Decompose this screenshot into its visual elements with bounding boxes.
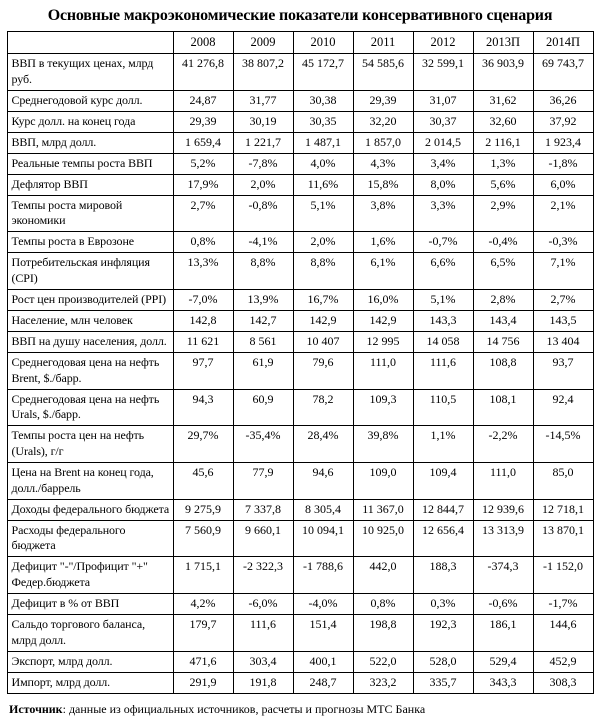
- table-row: [7, 426, 593, 463]
- value-cell: 335,7: [413, 672, 473, 693]
- value-cell: 12 844,7: [413, 499, 473, 520]
- value-cell: 8,8%: [293, 253, 353, 290]
- value-cell: 0,8%: [353, 593, 413, 614]
- value-cell: 1,1%: [413, 426, 473, 463]
- value-cell: 13,9%: [233, 289, 293, 310]
- value-cell: 16,0%: [353, 289, 413, 310]
- value-cell: 109,3: [353, 389, 413, 426]
- table-row: [7, 132, 593, 153]
- value-cell: 41 276,8: [173, 54, 233, 91]
- value-cell: 1 857,0: [353, 132, 413, 153]
- value-cell: 85,0: [533, 462, 593, 499]
- value-cell: 45,6: [173, 462, 233, 499]
- value-cell: 13 404: [533, 331, 593, 352]
- value-cell: 29,7%: [173, 426, 233, 463]
- value-cell: 5,1%: [293, 195, 353, 232]
- value-cell: 5,1%: [413, 289, 473, 310]
- source-label: Источник: [9, 701, 63, 716]
- value-cell: 4,2%: [173, 593, 233, 614]
- value-cell: 31,77: [233, 90, 293, 111]
- value-cell: 529,4: [473, 651, 533, 672]
- value-cell: 8,8%: [233, 253, 293, 290]
- value-cell: -7,0%: [173, 289, 233, 310]
- value-cell: 0,8%: [173, 232, 233, 253]
- value-cell: 143,5: [533, 310, 593, 331]
- row-label-cell: Импорт, млрд долл.: [7, 672, 173, 693]
- value-cell: 291,9: [173, 672, 233, 693]
- value-cell: 24,87: [173, 90, 233, 111]
- value-cell: 1 715,1: [173, 557, 233, 594]
- value-cell: 60,9: [233, 389, 293, 426]
- table-row: [7, 557, 593, 594]
- value-cell: -0,6%: [473, 593, 533, 614]
- table-row: [7, 331, 593, 352]
- value-cell: 29,39: [353, 90, 413, 111]
- value-cell: 94,3: [173, 389, 233, 426]
- row-label-cell: Сальдо торгового баланса, млрд долл.: [7, 614, 173, 651]
- value-cell: 17,9%: [173, 174, 233, 195]
- value-cell: 2,7%: [533, 289, 593, 310]
- value-cell: 108,8: [473, 352, 533, 389]
- value-cell: 6,6%: [413, 253, 473, 290]
- value-cell: 28,4%: [293, 426, 353, 463]
- value-cell: 12 656,4: [413, 520, 473, 557]
- value-cell: 2,0%: [293, 232, 353, 253]
- value-cell: 30,37: [413, 111, 473, 132]
- value-cell: 191,8: [233, 672, 293, 693]
- report-page: [0, 7, 600, 717]
- value-cell: -2,2%: [473, 426, 533, 463]
- value-cell: 1 659,4: [173, 132, 233, 153]
- value-cell: 111,0: [473, 462, 533, 499]
- row-label-cell: Население, млн человек: [7, 310, 173, 331]
- value-cell: 2,7%: [173, 195, 233, 232]
- table-row: [7, 593, 593, 614]
- macro-indicators-table: [7, 31, 594, 694]
- value-cell: 1,3%: [473, 153, 533, 174]
- value-cell: 2 116,1: [473, 132, 533, 153]
- value-cell: 13,3%: [173, 253, 233, 290]
- value-cell: 13 870,1: [533, 520, 593, 557]
- value-cell: 110,5: [413, 389, 473, 426]
- value-cell: 36,26: [533, 90, 593, 111]
- value-cell: 93,7: [533, 352, 593, 389]
- row-label-cell: Темпы роста в Еврозоне: [7, 232, 173, 253]
- value-cell: 522,0: [353, 651, 413, 672]
- value-cell: 6,1%: [353, 253, 413, 290]
- value-cell: 7,1%: [533, 253, 593, 290]
- value-cell: 94,6: [293, 462, 353, 499]
- value-cell: 400,1: [293, 651, 353, 672]
- table-row: [7, 90, 593, 111]
- row-label-cell: Потребительская инфляция (CPI): [7, 253, 173, 290]
- value-cell: 2,9%: [473, 195, 533, 232]
- value-cell: 32,60: [473, 111, 533, 132]
- value-cell: 2 014,5: [413, 132, 473, 153]
- value-cell: 78,2: [293, 389, 353, 426]
- table-row: [7, 499, 593, 520]
- value-cell: -4,0%: [293, 593, 353, 614]
- value-cell: 192,3: [413, 614, 473, 651]
- value-cell: 111,6: [413, 352, 473, 389]
- value-cell: 2,8%: [473, 289, 533, 310]
- value-cell: -14,5%: [533, 426, 593, 463]
- row-label-cell: Экспорт, млрд долл.: [7, 651, 173, 672]
- value-cell: -0,4%: [473, 232, 533, 253]
- value-cell: -4,1%: [233, 232, 293, 253]
- value-cell: 45 172,7: [293, 54, 353, 91]
- row-label-cell: Расходы федерального бюджета: [7, 520, 173, 557]
- value-cell: -374,3: [473, 557, 533, 594]
- value-cell: 111,0: [353, 352, 413, 389]
- value-cell: -1 788,6: [293, 557, 353, 594]
- table-row: [7, 153, 593, 174]
- value-cell: 10 407: [293, 331, 353, 352]
- value-cell: 32,20: [353, 111, 413, 132]
- value-cell: 308,3: [533, 672, 593, 693]
- value-cell: -1 152,0: [533, 557, 593, 594]
- value-cell: 61,9: [233, 352, 293, 389]
- value-cell: 188,3: [413, 557, 473, 594]
- value-cell: 30,19: [233, 111, 293, 132]
- table-row: [7, 195, 593, 232]
- row-label-cell: Среднегодовая цена на нефть Brent, $./барр.: [7, 352, 173, 389]
- page-title: Основные макроэкономические показатели консервативного сценария: [47, 7, 553, 24]
- row-label-cell: Среднегодовая цена на нефть Urals, $./барр.: [7, 389, 173, 426]
- value-cell: 108,1: [473, 389, 533, 426]
- value-cell: -6,0%: [233, 593, 293, 614]
- value-cell: 54 585,6: [353, 54, 413, 91]
- value-cell: 16,7%: [293, 289, 353, 310]
- value-cell: 29,39: [173, 111, 233, 132]
- value-cell: 32 599,1: [413, 54, 473, 91]
- value-cell: 97,7: [173, 352, 233, 389]
- table-row: [7, 352, 593, 389]
- table-row: [7, 310, 593, 331]
- table-row: [7, 672, 593, 693]
- table-row: [7, 253, 593, 290]
- value-cell: 14 058: [413, 331, 473, 352]
- value-cell: 30,38: [293, 90, 353, 111]
- value-cell: 11 621: [173, 331, 233, 352]
- value-cell: 248,7: [293, 672, 353, 693]
- value-cell: 3,4%: [413, 153, 473, 174]
- row-label-cell: Дефицит в % от ВВП: [7, 593, 173, 614]
- value-cell: 3,3%: [413, 195, 473, 232]
- row-label-cell: Темпы роста мировой экономики: [7, 195, 173, 232]
- table-row: [7, 389, 593, 426]
- value-cell: 3,8%: [353, 195, 413, 232]
- year-header-cell: 2012: [413, 32, 473, 54]
- table-row: [7, 174, 593, 195]
- value-cell: 198,8: [353, 614, 413, 651]
- value-cell: 142,9: [353, 310, 413, 331]
- value-cell: 7 560,9: [173, 520, 233, 557]
- value-cell: 109,4: [413, 462, 473, 499]
- corner-cell: [7, 32, 173, 54]
- value-cell: 12 718,1: [533, 499, 593, 520]
- value-cell: 31,07: [413, 90, 473, 111]
- value-cell: 303,4: [233, 651, 293, 672]
- value-cell: 5,2%: [173, 153, 233, 174]
- value-cell: 11 367,0: [353, 499, 413, 520]
- value-cell: 12 995: [353, 331, 413, 352]
- table-row: [7, 111, 593, 132]
- value-cell: 9 275,9: [173, 499, 233, 520]
- value-cell: 1,6%: [353, 232, 413, 253]
- value-cell: 8 305,4: [293, 499, 353, 520]
- year-header-cell: 2008: [173, 32, 233, 54]
- source-text: : данные из официальных источников, расчеты и прогнозы МТС Банка: [62, 701, 426, 716]
- value-cell: 31,62: [473, 90, 533, 111]
- table-row: [7, 462, 593, 499]
- value-cell: 9 660,1: [233, 520, 293, 557]
- value-cell: 10 925,0: [353, 520, 413, 557]
- value-cell: 186,1: [473, 614, 533, 651]
- table-body: [7, 54, 593, 694]
- table-row: [7, 614, 593, 651]
- value-cell: 0,3%: [413, 593, 473, 614]
- value-cell: 111,6: [233, 614, 293, 651]
- value-cell: 179,7: [173, 614, 233, 651]
- value-cell: 8 561: [233, 331, 293, 352]
- value-cell: 1 221,7: [233, 132, 293, 153]
- value-cell: 142,9: [293, 310, 353, 331]
- row-label-cell: Реальные темпы роста ВВП: [7, 153, 173, 174]
- value-cell: -7,8%: [233, 153, 293, 174]
- row-label-cell: ВВП в текущих ценах, млрд руб.: [7, 54, 173, 91]
- year-header-cell: 2009: [233, 32, 293, 54]
- value-cell: 452,9: [533, 651, 593, 672]
- value-cell: 15,8%: [353, 174, 413, 195]
- value-cell: 69 743,7: [533, 54, 593, 91]
- value-cell: 37,92: [533, 111, 593, 132]
- value-cell: 92,4: [533, 389, 593, 426]
- row-label-cell: ВВП, млрд долл.: [7, 132, 173, 153]
- value-cell: 14 756: [473, 331, 533, 352]
- value-cell: 343,3: [473, 672, 533, 693]
- value-cell: 142,8: [173, 310, 233, 331]
- value-cell: 471,6: [173, 651, 233, 672]
- value-cell: 79,6: [293, 352, 353, 389]
- value-cell: 30,35: [293, 111, 353, 132]
- row-label-cell: Темпы роста цен на нефть (Urals), г/г: [7, 426, 173, 463]
- value-cell: 144,6: [533, 614, 593, 651]
- table-row: [7, 289, 593, 310]
- row-label-cell: Доходы федерального бюджета: [7, 499, 173, 520]
- row-label-cell: ВВП на душу населения, долл.: [7, 331, 173, 352]
- value-cell: 10 094,1: [293, 520, 353, 557]
- value-cell: 77,9: [233, 462, 293, 499]
- value-cell: 151,4: [293, 614, 353, 651]
- value-cell: 4,3%: [353, 153, 413, 174]
- value-cell: 442,0: [353, 557, 413, 594]
- value-cell: 143,4: [473, 310, 533, 331]
- value-cell: 2,1%: [533, 195, 593, 232]
- row-label-cell: Курс долл. на конец года: [7, 111, 173, 132]
- value-cell: 7 337,8: [233, 499, 293, 520]
- value-cell: -1,8%: [533, 153, 593, 174]
- value-cell: 36 903,9: [473, 54, 533, 91]
- year-header-cell: 2010: [293, 32, 353, 54]
- value-cell: 11,6%: [293, 174, 353, 195]
- value-cell: 13 313,9: [473, 520, 533, 557]
- value-cell: 12 939,6: [473, 499, 533, 520]
- value-cell: 528,0: [413, 651, 473, 672]
- value-cell: 1 487,1: [293, 132, 353, 153]
- row-label-cell: Дефицит "-"/Профицит "+" Федер.бюджета: [7, 557, 173, 594]
- value-cell: -0,8%: [233, 195, 293, 232]
- value-cell: 2,0%: [233, 174, 293, 195]
- table-row: [7, 651, 593, 672]
- table-row: [7, 232, 593, 253]
- value-cell: 6,5%: [473, 253, 533, 290]
- value-cell: -0,7%: [413, 232, 473, 253]
- value-cell: -2 322,3: [233, 557, 293, 594]
- table-row: [7, 54, 593, 91]
- value-cell: 142,7: [233, 310, 293, 331]
- value-cell: -0,3%: [533, 232, 593, 253]
- value-cell: 39,8%: [353, 426, 413, 463]
- value-cell: 143,3: [413, 310, 473, 331]
- row-label-cell: Среднегодовой курс долл.: [7, 90, 173, 111]
- row-label-cell: Дефлятор ВВП: [7, 174, 173, 195]
- table-header-row: [7, 32, 593, 54]
- year-header-cell: 2011: [353, 32, 413, 54]
- value-cell: 4,0%: [293, 153, 353, 174]
- value-cell: -35,4%: [233, 426, 293, 463]
- value-cell: -1,7%: [533, 593, 593, 614]
- row-label-cell: Цена на Brent на конец года, долл./баррель: [7, 462, 173, 499]
- value-cell: 8,0%: [413, 174, 473, 195]
- value-cell: 38 807,2: [233, 54, 293, 91]
- year-header-cell: 2014П: [533, 32, 593, 54]
- table-row: [7, 520, 593, 557]
- source-note: [9, 702, 600, 717]
- value-cell: 109,0: [353, 462, 413, 499]
- row-label-cell: Рост цен производителей (PPI): [7, 289, 173, 310]
- value-cell: 323,2: [353, 672, 413, 693]
- year-header-cell: 2013П: [473, 32, 533, 54]
- value-cell: 5,6%: [473, 174, 533, 195]
- value-cell: 6,0%: [533, 174, 593, 195]
- value-cell: 1 923,4: [533, 132, 593, 153]
